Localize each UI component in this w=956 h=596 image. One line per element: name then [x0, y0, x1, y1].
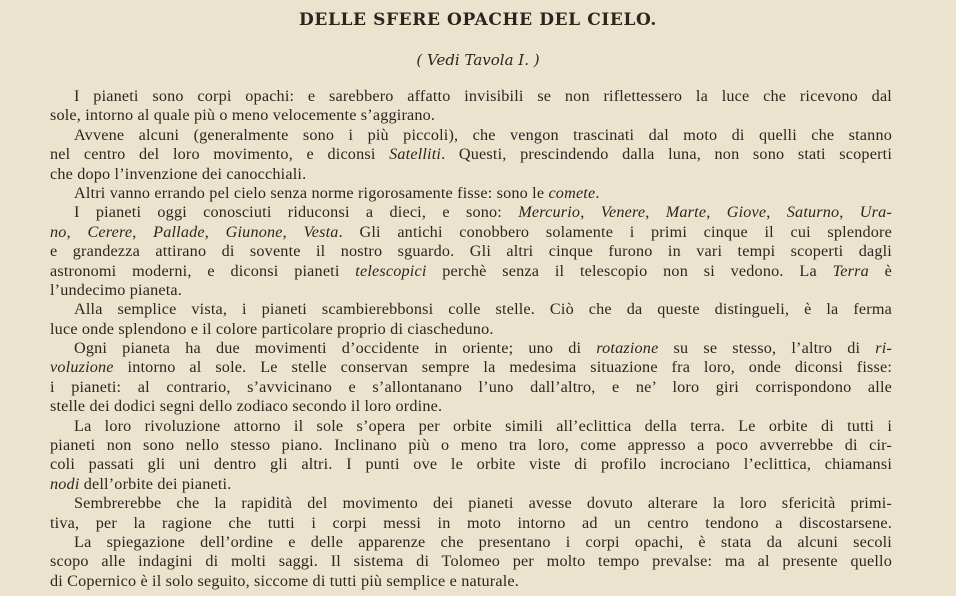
text-line: luce onde splendono e il colore particolare proprio di ciascheduno.	[50, 319, 494, 338]
text-line: voluzione intorno al sole. Le stelle conservan sempre la medesima situazione fra loro, onde diconsi fisse:	[50, 358, 892, 377]
text-line: che dopo l’invenzione dei canocchiali.	[50, 164, 307, 183]
text-line: La spiegazione dell’ordine e delle apparenze che presentano i corpi opachi, è stata da alcuni secoli	[74, 532, 892, 551]
text-line: sole, intorno al quale più o meno velocemente s’aggirano.	[50, 106, 436, 125]
text-line: stelle dei dodici segni dello zodiaco secondo il loro ordine.	[50, 397, 443, 416]
text-line: coli passati gli uni dentro gli altri. I punti ove le orbite viste di profilo incrociano l’eclittica, chiamansi	[50, 455, 892, 474]
text-line: tiva, per la ragione che tutti i corpi messi in moto intorno ad un centro tendono a discostarsene.	[50, 513, 892, 532]
text-line: Ogni pianeta ha due movimenti d’occidente in oriente; uno di rotazione su se stesso, l’altro di ri-	[74, 339, 892, 358]
text-line: Altri vanno errando pel cielo senza norme rigorosamente fisse: sono le comete.	[74, 183, 600, 202]
body-text	[50, 87, 892, 591]
text-line: Sembrerebbe che la rapidità del movimento dei pianeti avesse dovuto alterare la loro sfericità primi-	[74, 494, 892, 513]
text-line: scopo alle indagini di molti saggi. Il sistema di Tolomeo per molto tempo prevalse: ma al presente quello	[50, 552, 892, 571]
page-title: DELLE SFERE OPACHE DEL CIELO.	[299, 10, 657, 30]
text-line: nel centro del loro movimento, e diconsi Satelliti. Questi, prescindendo dalla luna, non sono stati scoperti	[50, 145, 892, 164]
text-line: e grandezza attirano di sovente il nostro sguardo. Gli altri cinque furono in vari tempi scoperti dagli	[50, 242, 892, 261]
text-line: astronomi moderni, e diconsi pianeti telescopici perchè senza il telescopio non si vedono. La Terra è	[50, 261, 892, 280]
text-line: La loro rivoluzione attorno il sole s’opera per orbite simili all’eclittica della terra. Le orbite di tutti i	[74, 416, 892, 435]
text-line: di Copernico è il solo seguito, siccome di tutti più semplice e naturale.	[50, 571, 519, 590]
text-line: I pianeti oggi conosciuti riduconsi a dieci, e sono: Mercurio, Venere, Marte, Giove, Saturno, Ura-	[74, 203, 892, 222]
plate-reference: ( Vedi Tavola I. )	[416, 51, 540, 69]
text-line: no, Cerere, Pallade, Giunone, Vesta. Gli antichi conobbero solamente i primi cinque il cui splendore	[50, 222, 892, 241]
text-line: pianeti non sono nello stesso piano. Inclinano più o meno tra loro, come appresso a poco avverrebbe di cir-	[50, 436, 892, 455]
text-line: Avvene alcuni (generalmente sono i più piccoli), che vengon trascinati dal moto di quelli che stanno	[74, 125, 892, 144]
text-line: I pianeti sono corpi opachi: e sarebbero affatto invisibili se non riflettessero la luce che ricevono dal	[74, 87, 892, 105]
text-line: i pianeti: al contrario, s’avvicinano e s’allontanano l’uno dall’altro, e ne’ loro giri corrispondono alle	[50, 377, 892, 396]
text-line: Alla semplice vista, i pianeti scambierebbonsi colle stelle. Ciò che da queste distingueli, è la ferma	[74, 300, 892, 319]
text-line: l’undecimo pianeta.	[50, 280, 182, 299]
text-line: nodi dell’orbite dei pianeti.	[50, 474, 232, 493]
